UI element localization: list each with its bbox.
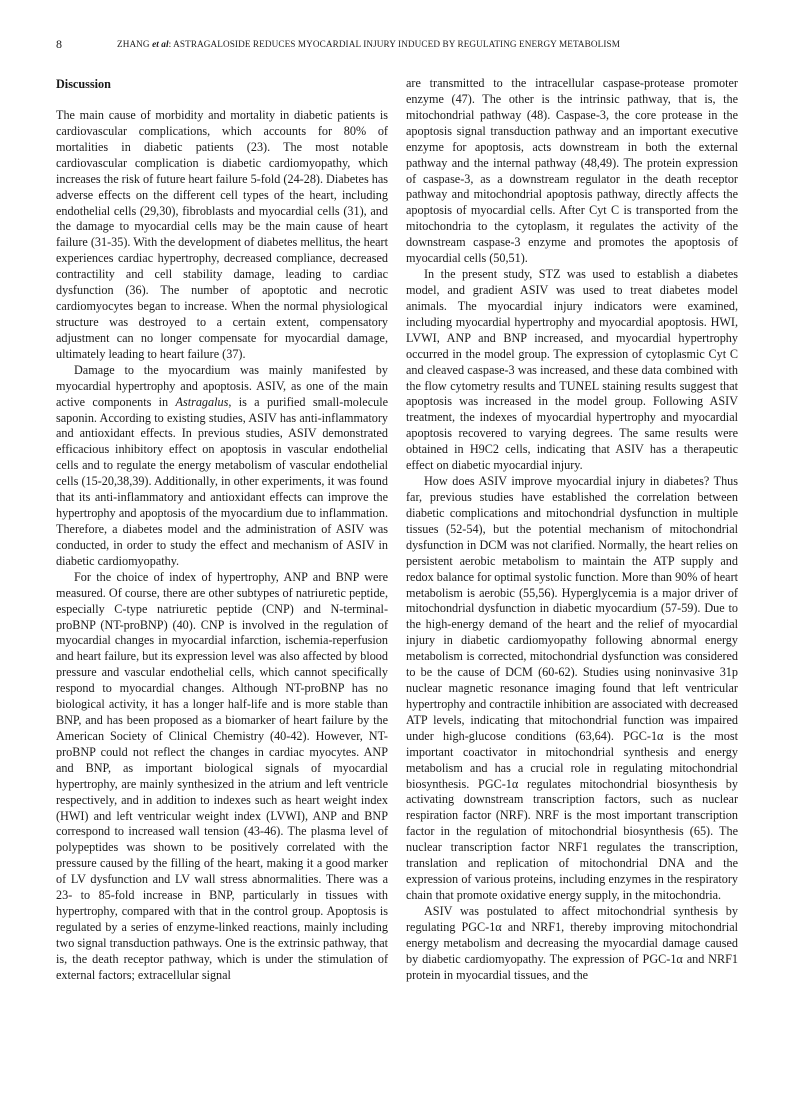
right-paragraph-2: In the present study, STZ was used to establish a diabetes model, and gradient ASIV was used to treat diabetes model animals. The myocardial injury indicators were examined, including myocardial hypertrophy and myocardial apoptosis. HWI, LVWI, ANP and BNP increased, and myocardial hypertrophy occurred in the model group. The expression of cytoplasmic Cyt C and cleaved caspase-3 was increased, and these data combined with the flow cytometry results and TUNEL staining results suggest that apoptosis was increased in the model group. Following ASIV treatment, the indexes of myocardial hypertrophy and myocardial apoptosis recovered to varying degrees. The same results were obtained in H9C2 cells, indicating that ASIV has a therapeutic effect on diabetic myocardial injury. (406, 267, 738, 473)
left-paragraph-3: For the choice of index of hypertrophy, ANP and BNP were measured. Of course, there are other subtypes of natriuretic peptide, especially C-type natriuretic peptide (CNP) and N-terminal-proBNP (NT-proBNP) (40). CNP is involved in the regulation of myocardial changes in myocardial infarction, ischemia-reperfusion and heart failure, but its expression level was also affected by blood pressure and vascular endothelial cells, which cannot specifically respond to myocardial changes. Although NT-proBNP has no biological activity, it has a longer half-life and is more stable than BNP, and has been proposed as a biomarker of heart failure by the American Society of Clinical Chemistry (40-42). However, NT-proBNP could not reflect the changes in cardiac myocytes. ANP and BNP, as important biological signals of myocardial hypertrophy, are mainly synthesized in the atrium and left ventricle respectively, and in addition to indexes such as heart weight index (HWI) and left ventricular weight index (LVWI), ANP and BNP correspond to increased wall tension (43-46). The plasma level of polypeptides was shown to be positively correlated with the pressure caused by the filling of the heart, making it a good marker of LV dysfunction and LV wall stress abnormalities. There was a 23- to 85-fold increase in BNP, particularly in tissues with hypertrophy, compared with that in the control group. Apoptosis is regulated by a series of enzyme-linked reactions, mainly including two signal transduction pathways. One is the extrinsic pathway, that is, the death receptor pathway, which is under the stimulation of external factors; extracellular signal (56, 569, 388, 982)
left-paragraph-2-italic: Astragalus (175, 394, 229, 409)
left-column (56, 76, 388, 984)
left-paragraph-2 (56, 363, 388, 570)
page-number: 8 (56, 37, 62, 51)
running-head-etal: et al (152, 39, 169, 49)
right-column (406, 76, 738, 984)
left-paragraph-2-end: , is a purified small-molecule saponin. According to existing studies, ASIV has anti-inflammatory and antioxidant effects. In previous studies, ASIV demonstrated efficacious inhibitory effect on apoptosis in vascular endothelial cells and to regulate the energy metabolism of vascular endothelial cells (15-20,38,39). Additionally, in other experiments, it was found that its anti-inflammatory and antioxidant effects can improve the hypertrophy and apoptosis of the myocardium due to inflammation. Therefore, a diabetes model and the administration of ASIV was conducted, in order to study the effect and mechanism of ASIV in diabetic cardiomyopathy. (56, 394, 388, 568)
left-paragraph-1: The main cause of morbidity and mortality in diabetic patients is cardiovascular complications, which accounts for 80% of mortalities in diabetic patients (23). The most notable cardiovascular complication is diabetic cardiomyopathy, which increases the risk of future heart failure 5-fold (24-28). Diabetes has adverse effects on the different cell types of the heart, including endothelial cells (29,30), fibroblasts and myocardial cells (31), and the damage to myocardial cells may be the main cause of heart failure (31-35). With the development of diabetes mellitus, the heart experiences cardiac hypertrophy, decreased compliance, decreased contractility and cell stability damage, leading to cardiac dysfunction (36). The number of apoptotic and necrotic cardiomyocytes began to increase. When the normal physiological structure was destroyed to a certain extent, compensatory adjustment can no longer compensate for myocardial damage, ultimately leading to heart failure (37). (56, 108, 388, 361)
section-heading-discussion: Discussion (56, 77, 111, 91)
right-paragraph-4: ASIV was postulated to affect mitochondrial synthesis by regulating PGC-1α and NRF1, thereby improving mitochondrial energy metabolism and decreasing the myocardial damage caused by diabetic cardiomyopathy. The expression of PGC-1α and NRF1 protein in myocardial tissues, and the (406, 903, 738, 982)
running-head-title: : ASTRAGALOSIDE REDUCES MYOCARDIAL INJURY INDUCED BY REGULATING ENERGY METABOLISM (168, 39, 620, 49)
right-paragraph-1: are transmitted to the intracellular caspase-protease promoter enzyme (47). The other is the intrinsic pathway, that is, the mitochondrial pathway (48). Caspase-3, the core protease in the apoptosis signal transduction pathway and an important executive enzyme for apoptosis, acts downstream in both the external pathway and the internal pathway (48,49). The protein expression of caspase-3, as a downstream regulator in the death receptor pathway and mitochondrial apoptosis pathway, directly affects the apoptosis of myocardial cells. After Cyt C is transported from the mitochondria to the cytoplasm, it regulates the activity of the downstream caspase-3 enzyme and promotes the apoptosis of myocardial cells (50,51). (406, 76, 738, 266)
left-paragraph-2-start: Damage to the myocardium was mainly manifested by myocardial hypertrophy and apoptosis. ASIV, as one of the main active components in (56, 362, 388, 409)
right-paragraph-3: How does ASIV improve myocardial injury in diabetes? Thus far, previous studies have established the correlation between diabetic complications and mitochondrial dysfunction in multiple tissues (52-54), but the potential mechanism of mitochondrial dysfunction in DCM was not clarified. Normally, the heart relies on persistent aerobic metabolism to maintain the ATP supply and redox balance for optimal systolic function. More than 90% of heart metabolism is aerobic (55,56). Hyperglycemia is a major driver of mitochondrial dysfunction in diabetic myocardium (57-59). Due to the high-energy demand of the heart and the relief of myocardial injury in diabetic cardiomyopathy following abnormal energy metabolism is corrected, mitochondrial dysfunction was considered to be the cause of DCM (60-62). Studies using noninvasive 31p nuclear magnetic resonance imaging found that left ventricular hypertrophy and contractile inhibition are associated with decreased ATP levels, indicating that mitochondrial function was impaired under high-glucose conditions (63,64). PGC-1α is the most important coactivator in mitochondrial synthesis and energy metabolism and has a crucial role in regulating mitochondrial biosynthesis. PGC-1α regulates mitochondrial biosynthesis by activating downstream transcription factors, such as nuclear respiration factor (NRF). NRF is the most important transcription factor in the regulation of mitochondrial biosynthesis (65). The nuclear transcription factor NRF1 regulates the transcription, translation and replication of mitochondrial DNA and the expression of various proteins, including enzymes in the respiratory chain that promote oxidative energy supply, in the mitochondria. (406, 474, 739, 903)
running-head (117, 39, 737, 49)
running-head-author: ZHANG (117, 39, 150, 49)
